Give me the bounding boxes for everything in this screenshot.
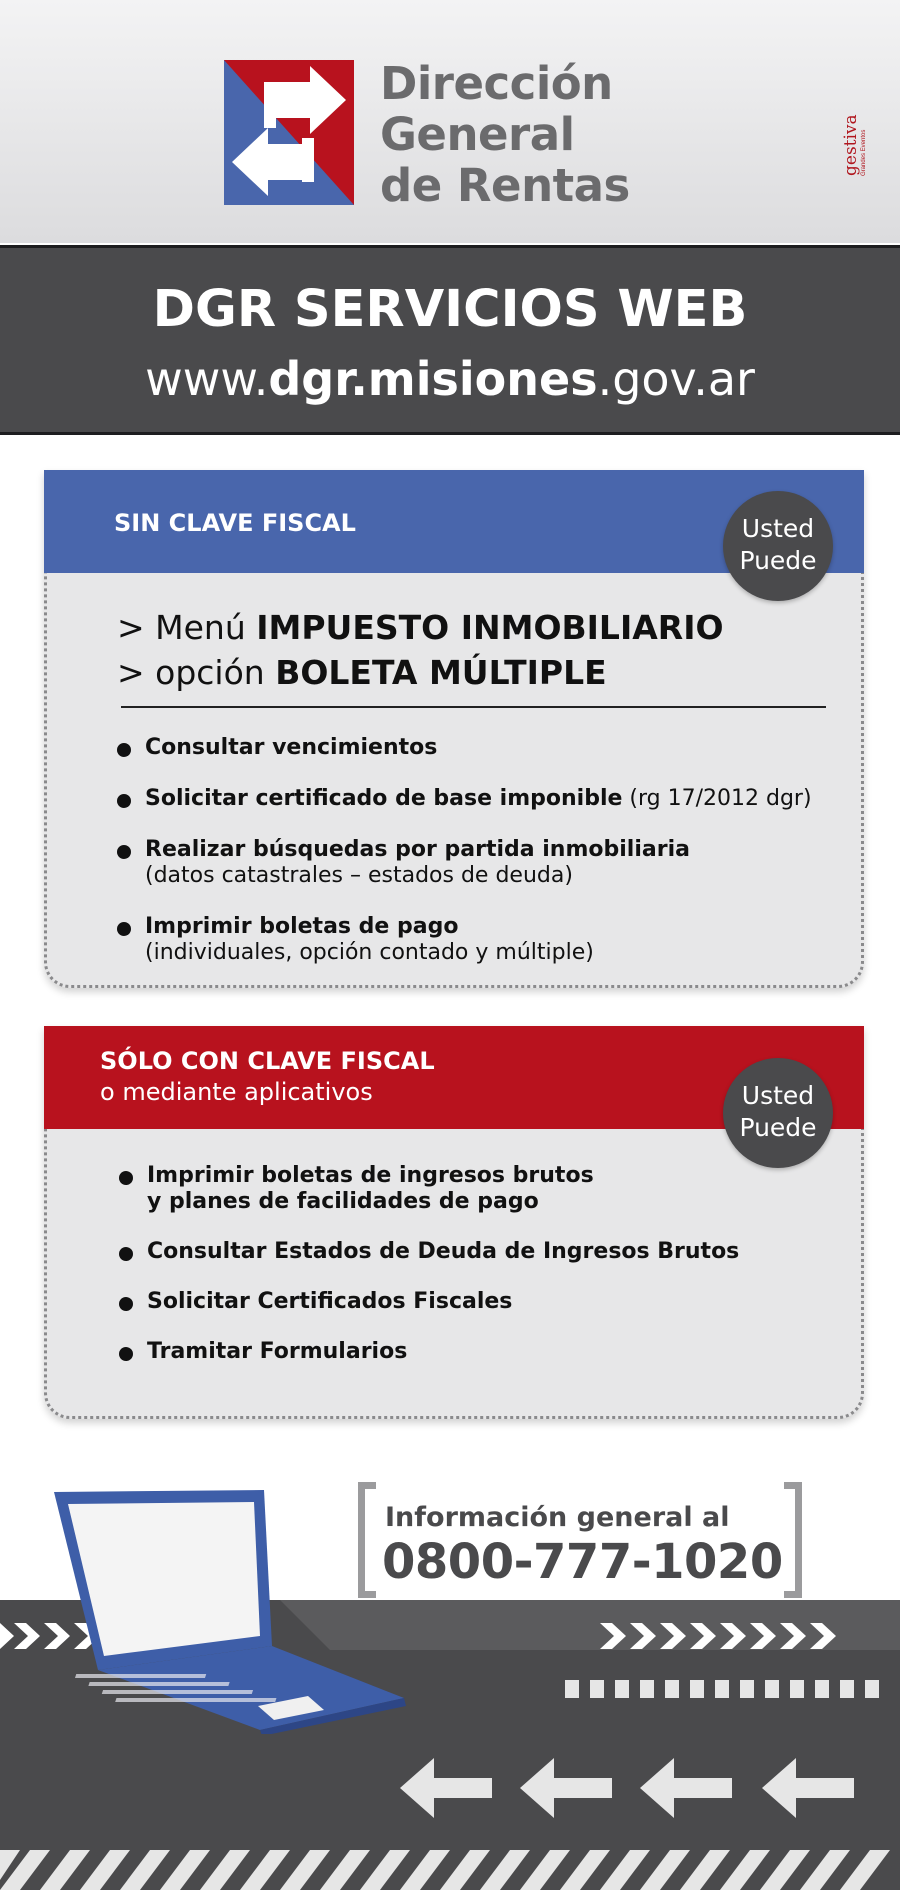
- header: [0, 0, 900, 243]
- item-line-2: y planes de facilidades de pago: [147, 1189, 539, 1214]
- item-detail: (individuales, opción contado y múltiple): [145, 940, 594, 965]
- bracket-left: [358, 1482, 376, 1598]
- list-item: [117, 786, 812, 812]
- bracket-right: [784, 1482, 802, 1598]
- bullet-icon: [117, 845, 131, 859]
- list-item: [117, 837, 812, 889]
- bullet-icon: [117, 743, 131, 757]
- org-name: [380, 58, 630, 211]
- usted-puede-badge: [723, 1058, 833, 1168]
- item-note: (rg 17/2012 dgr): [622, 786, 812, 811]
- list-item: [117, 914, 812, 966]
- org-name-line-3: de Rentas: [380, 159, 630, 212]
- card-heading: SIN CLAVE FISCAL: [114, 509, 356, 537]
- dgr-logo-icon: [224, 60, 354, 205]
- item-line-1: Imprimir boletas de ingresos brutos: [147, 1163, 594, 1188]
- list-item: [119, 1239, 739, 1265]
- list-item: [117, 735, 812, 761]
- bullet-icon: [119, 1171, 133, 1185]
- web-services-banner: [0, 245, 900, 435]
- website-url[interactable]: [0, 351, 900, 407]
- card-con-clave-fiscal: [44, 1026, 864, 1419]
- item-bold: Consultar vencimientos: [145, 735, 438, 760]
- menu-line-2-prefix: > opción: [117, 653, 276, 692]
- card-sin-clave-fiscal: [44, 470, 864, 988]
- badge-line-2: Puede: [739, 1113, 817, 1142]
- phone-number[interactable]: 0800-777-1020: [382, 1534, 783, 1590]
- agency-brand: gestiva: [841, 114, 861, 176]
- item-bold: Realizar búsquedas por partida inmobiliaria: [145, 837, 690, 862]
- menu-line-1-prefix: > Menú: [117, 608, 257, 647]
- bullet-icon: [117, 794, 131, 808]
- list-item: [119, 1339, 739, 1365]
- agency-logo: [842, 92, 882, 176]
- card-heading: SÓLO CON CLAVE FISCAL: [100, 1047, 435, 1075]
- divider: [121, 706, 826, 708]
- url-suffix: .gov.ar: [597, 352, 755, 406]
- menu-line-1-bold: IMPUESTO INMOBILIARIO: [256, 608, 724, 647]
- usted-puede-badge: [723, 491, 833, 601]
- item-detail: (datos catastrales – estados de deuda): [145, 863, 573, 888]
- badge-line-2: Puede: [739, 546, 817, 575]
- menu-line-2-bold: BOLETA MÚLTIPLE: [275, 653, 607, 692]
- list-item: [119, 1163, 739, 1215]
- service-list: [119, 1163, 739, 1389]
- org-name-line-1: Dirección: [380, 57, 613, 110]
- item-bold: Imprimir boletas de pago: [145, 914, 459, 939]
- info-label: Información general al: [385, 1502, 730, 1533]
- banner-title: DGR SERVICIOS WEB: [152, 280, 748, 339]
- menu-line-2: [117, 650, 724, 695]
- agency-tagline: Grandes Eventos: [861, 129, 867, 176]
- url-prefix: www.: [145, 352, 269, 406]
- badge-line-1: Usted: [741, 514, 815, 543]
- item-line-1: Solicitar Certificados Fiscales: [147, 1289, 513, 1314]
- bullet-icon: [117, 922, 131, 936]
- badge-line-1: Usted: [741, 1081, 815, 1110]
- footer: [0, 1440, 900, 1890]
- item-bold: Solicitar certificado de base imponible: [145, 786, 623, 811]
- bullet-icon: [119, 1297, 133, 1311]
- org-name-line-2: General: [380, 108, 575, 161]
- service-list: [117, 735, 812, 991]
- menu-path: [117, 605, 724, 695]
- bullet-icon: [119, 1247, 133, 1261]
- url-domain: dgr.misiones: [268, 352, 598, 406]
- menu-line-1: [117, 605, 724, 650]
- item-line-1: Tramitar Formularios: [147, 1339, 408, 1364]
- info-hotline: [358, 1482, 802, 1598]
- item-line-1: Consultar Estados de Deuda de Ingresos Brutos: [147, 1239, 740, 1264]
- list-item: [119, 1289, 739, 1315]
- card-subheading: o mediante aplicativos: [100, 1078, 373, 1106]
- bullet-icon: [119, 1347, 133, 1361]
